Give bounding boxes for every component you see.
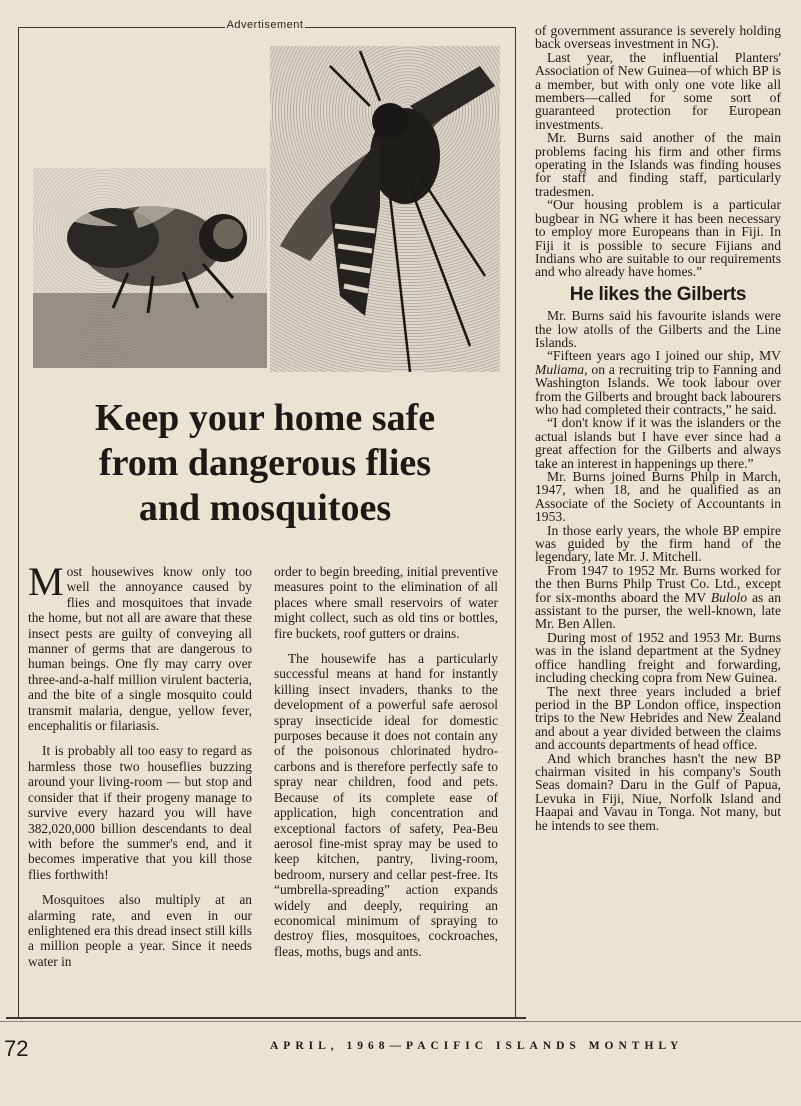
mosquito-photo	[270, 46, 500, 372]
housefly-photo	[33, 168, 267, 368]
article-paragraph: During most of 1952 and 1953 Mr. Burns was in the island department at the Sydney office handling freight and forwarding, including checking copra from New Guinea.	[535, 629, 781, 686]
text-span: “Fifteen years ago I joined our ship, MV	[547, 348, 781, 364]
ad-paragraph: Mosquitoes also multiply at an alarming rate, and even in our enlightened era this dread insect still kills a million people a year. Since it needs water in	[28, 892, 252, 969]
article-paragraph: And which branches hasn't the new BP chairman visited in his company's South Seas domain? Daru in the Gulf of Papua, Levuka in Fiji, Niue, Norfolk Island and Haapai and Vavau in Tonga. Not many, but he intends to see them.	[535, 750, 781, 833]
article-paragraph	[535, 564, 781, 631]
drop-cap: M	[28, 559, 64, 604]
ship-name: Muliama,	[535, 361, 588, 377]
article-paragraph: Mr. Burns joined Burns Philp in March, 1947, when 18, and he qualified as an Associate of the Society of Accountants in 1953.	[535, 469, 781, 525]
footer-rule	[6, 1017, 526, 1019]
article-column	[535, 24, 781, 832]
ad-paragraph	[28, 559, 252, 734]
article-paragraph	[535, 349, 781, 416]
text-span: From 1947 to 1952 Mr. Burns worked for the then Burns Philp Trust Co. Ltd., except for six-months aboard the MV	[535, 562, 781, 605]
article-paragraph: Last year, the influential Planters' Association of New Guinea—of which BP is a member, but with only one vote like all members—called for some sort of guaranteed protection for European investments.	[535, 49, 781, 132]
ship-name: Bulolo	[710, 589, 748, 605]
article-paragraph: Mr. Burns said his favourite islands were the low atolls of the Gilberts and the Line Islands.	[535, 308, 781, 350]
article-paragraph: Mr. Burns said another of the main problems facing his firm and other firms operating in the Islands was finding houses for staff and finding staff, particularly tradesmen.	[535, 130, 781, 199]
advertisement-column-1	[28, 559, 252, 979]
article-paragraph: of government assurance is severely holding back overseas investment in NG).	[535, 23, 781, 52]
headline-line: from dangerous flies	[98, 442, 432, 484]
text-span: as an assistant to the purser, the well-known, late Mr. Ben Allen.	[535, 589, 781, 632]
advertisement-label: Advertisement	[226, 19, 304, 31]
running-footer: APRIL, 1968—PACIFIC ISLANDS MONTHLY	[270, 1040, 684, 1052]
article-paragraph: In those early years, the whole BP empire was guided by the firm hand of the legendary, late Mr. J. Mitchell.	[535, 522, 781, 565]
ad-paragraph: order to begin breeding, initial preventive measures point to the elimination of all places where small reservoirs of water might collect, such as old tins or bottles, fire buckets, roof gutters or drains.	[274, 564, 498, 641]
advertisement-headline	[30, 396, 500, 531]
article-paragraph: “Our housing problem is a particular bugbear in NG where it has been necessary to employ more Europeans than in Fiji. In Fiji it is possible to secure Fijians and Indians who are suitable to our requirements and who already have homes.”	[535, 197, 781, 280]
housefly-image	[33, 168, 267, 368]
page-number: 72	[4, 1036, 29, 1061]
article-paragraph: The next three years included a brief period in the BP London office, inspection trips to the New Hebrides and New Zealand and about a year divided between the claims and accounts departments of head office.	[535, 683, 781, 753]
ad-paragraph-text: ost housewives know only too well the annoyance caused by flies and mosquitoes that invade the home, but not all are aware that these insect pests are guilty of conveying all manner of germs that are dangerous to human beings. One fly may carry over three-and-a-half million virulent bacteria, and the bite of a single mosquito could transmit malaria, dengue, yellow fever, encephalitis or filariasis.	[28, 564, 252, 734]
mosquito-image	[270, 46, 500, 372]
ad-paragraph: The housewife has a particularly successful means at hand for instantly killing insect invaders, thanks to the development of a powerful safe aerosol spray insecticide ideal for domestic purposes because it does not contain any of the poisonous chlorinated hydro-carbons and is therefore perfectly safe to spray near children, food and pets. Because of its complete ease of application, high concentration and exceptional factors of safety, Pea-Beu aerosol fine-mist spray may be used to keep kitchen, pantry, living-room, bedroom, nursery and cellar pest-free. Its “umbrella-spreading” action expands widely and deeply, requiring an economical minimum of spraying to destroy flies, mosquitoes, cockroaches, fleas, moths, bugs and ants.	[274, 651, 498, 959]
headline-line: and mosquitoes	[138, 487, 392, 529]
article-subheading: He likes the Gilberts	[569, 283, 747, 305]
advertisement-column-2	[274, 564, 498, 969]
text-span: on a recruiting trip to Fanning and Washington Islands. We took labour over from the Gilberts and brought back labourers who had completed their contracts,” he said.	[535, 361, 781, 417]
ad-paragraph: It is probably all too easy to regard as harmless those two houseflies buzzing around your living-room — but stop and consider that if their progeny manage to survive every hazard you will have 382,020,000 billion descendants to deal with before the summer's end, and it becomes imperative that you kill those flies forthwith!	[28, 743, 252, 882]
page-rule	[0, 1021, 801, 1022]
article-paragraph: “I don't know if it was the islanders or the actual islands but I have ever since had a great affection for the Gilberts and always take an interest in happenings up there.”	[535, 415, 781, 471]
headline-line: Keep your home safe	[94, 397, 436, 439]
